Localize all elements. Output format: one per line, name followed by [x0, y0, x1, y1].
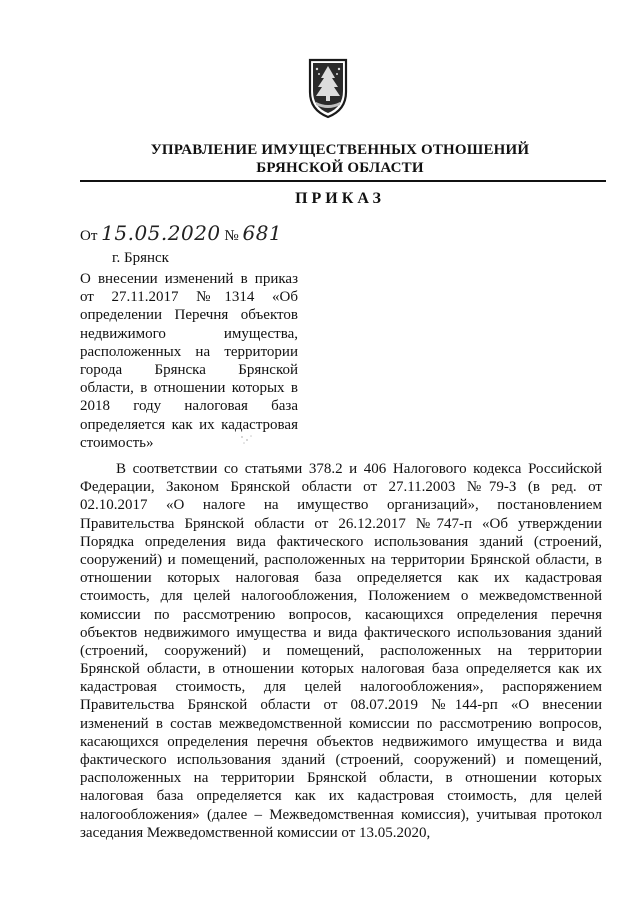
header-divider: [80, 180, 606, 182]
body-line: объектов недвижимого имущества и вида фактического использования зданий: [80, 624, 602, 641]
body-line: отношении которых налоговая база определяется как их кадастровая: [80, 570, 602, 587]
subject-line: определяется как их кадастровая: [80, 416, 298, 433]
body-line: расположенных на территории Брянской области, в отношении которых: [80, 770, 602, 787]
subject-line: определении Перечня объектов: [80, 307, 298, 324]
handwritten-number: 681: [242, 221, 283, 245]
body-line: фактического использования зданий (строений, сооружений) и помещений,: [80, 752, 602, 768]
number-sign: №: [224, 228, 239, 244]
order-preamble: [80, 460, 602, 842]
handwritten-date: 15.05.2020: [101, 221, 221, 245]
body-line: комиссии по рассмотрению вопросов, касающихся определения перечня: [80, 606, 602, 623]
body-line: налоговая база определяется как их кадастровая стоимость, для целей: [80, 788, 602, 805]
subject-line: от 27.11.2017 №1314 «Об: [80, 289, 298, 306]
body-line: 02.10.2017 «О налоге на имущество организаций», постановлением: [80, 497, 602, 514]
faint-mark: [236, 432, 256, 446]
body-line: изменений в состав межведомственной комиссии по рассмотрению вопросов,: [80, 715, 602, 732]
subject-line: расположенных на территории: [80, 343, 298, 360]
date-prefix: От: [80, 228, 98, 244]
subject-line: стоимость»: [80, 434, 154, 451]
body-line: (строений, сооружений) и помещений, расположенных на территории: [80, 642, 602, 659]
body-line: В соответствии со статьями 378.2 и 406 Налогового кодекса Российской: [116, 461, 602, 477]
body-line: сооружений) и помещений, расположенных на территории Брянской области, в: [80, 551, 602, 568]
coat-of-arms-icon: [304, 56, 352, 120]
body-line: Правительства Брянской области от 26.12.2017 №747-п «Об утверждении: [80, 515, 602, 532]
body-line: кадастровая стоимость, для целей налогообложения», распоряжением: [80, 679, 602, 696]
organization-name-line2: БРЯНСКОЙ ОБЛАСТИ: [256, 160, 424, 176]
subject-line: недвижимого имущества,: [80, 325, 298, 342]
city-name: г. Брянск: [112, 250, 169, 266]
subject-line: области, в отношении которых в: [80, 380, 298, 397]
subject-line: 2018 году налоговая база: [80, 398, 298, 415]
body-line: Порядка определения вида фактического использования зданий (строений,: [80, 533, 602, 550]
body-line: налогообложения» (далее – Межведомственная комиссия), учитывая протокол: [80, 806, 602, 823]
body-line: касающихся определения перечня объектов недвижимого имущества и вида: [80, 733, 602, 750]
organization-name-line1: УПРАВЛЕНИЕ ИМУЩЕСТВЕННЫХ ОТНОШЕНИЙ: [150, 142, 530, 158]
subject-line: О внесении изменений в приказ: [80, 271, 298, 287]
subject-line: города Брянска Брянской: [80, 361, 298, 378]
body-line: Брянской области, в отношении которых налоговая база определяется как их: [80, 661, 602, 678]
body-line: Федерации, Законом Брянской области от 27.11.2003 №79-З (в ред. от: [80, 479, 602, 496]
body-line: стоимость, для целей налогообложения, Положением о межведомственной: [80, 588, 602, 605]
body-line: заседания Межведомственной комиссии от 13.05.2020,: [80, 824, 431, 841]
document-requisites: [80, 222, 282, 247]
body-line: Правительства Брянской области от 08.07.2019 №144-рп «О внесении: [80, 697, 602, 714]
document-title: ПРИКАЗ: [295, 190, 385, 207]
order-subject: [80, 270, 298, 452]
